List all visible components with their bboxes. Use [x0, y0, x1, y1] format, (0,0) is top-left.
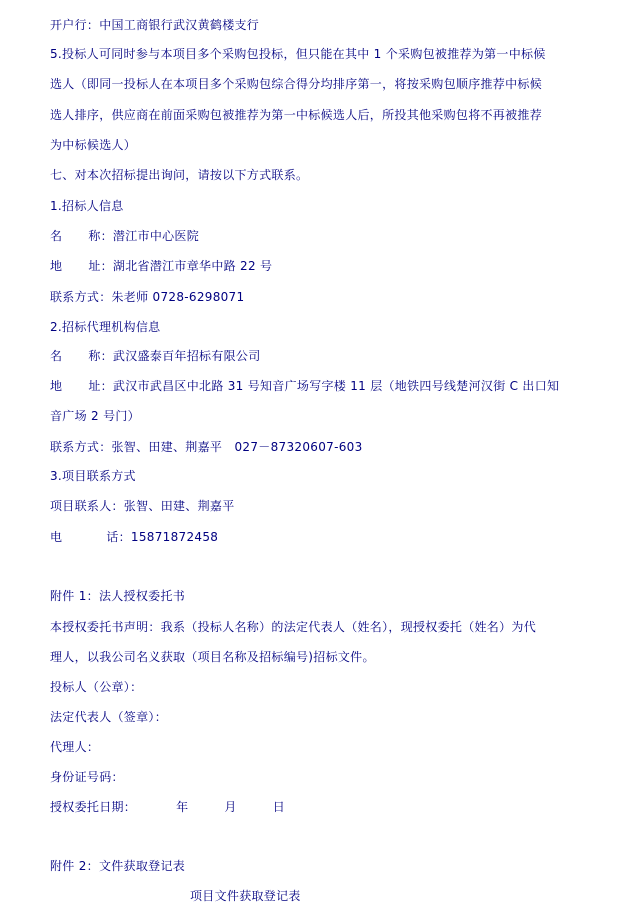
agency-address-line-2: 音广场 2 号门）	[50, 409, 140, 423]
id-number-line: 身份证号码：	[50, 770, 124, 784]
project-contact-heading: 3.项目联系方式	[50, 469, 136, 483]
tenderer-name-line	[50, 229, 199, 243]
agency-name-value: 称：武汉盛泰百年招标有限公司	[88, 349, 261, 363]
authorization-date-line	[50, 800, 285, 814]
agency-address-prefix: 地	[50, 379, 63, 393]
agency-name-prefix: 名	[50, 349, 63, 363]
tenderer-name-value: 称：潜江市中心医院	[88, 229, 200, 243]
clause-5-line-3: 选人排序，供应商在前面采购包被推荐为第一中标候选人后，所投其他采购包将不再被推荐	[50, 108, 543, 122]
tenderer-address-prefix: 地	[50, 259, 63, 273]
bidder-seal-line: 投标人（公章）：	[50, 680, 143, 694]
agency-address-value: 址：武汉市武昌区中北路 31 号知音广场写字楼 11 层（地铁四号线楚河汉街 C 出口知	[88, 379, 560, 393]
authorization-text-line-2: 理人，以我公司名义获取（项目名称及招标编号)招标文件。	[50, 650, 375, 664]
clause-5-line-2: 选人（即同一投标人在本项目多个采购包综合得分均排序第一，将按采购包顺序推荐中标候	[50, 77, 543, 91]
clause-5-line-4: 为中标候选人）	[50, 138, 137, 152]
project-phone-prefix: 电	[50, 530, 63, 544]
agency-contact-line: 联系方式：张智、田建、荆嘉平 027－87320607-603	[50, 440, 363, 454]
authorization-date-label: 授权委托日期：	[50, 800, 137, 814]
date-year-label: 年	[176, 800, 189, 814]
legal-rep-sign-line: 法定代表人（签章）：	[50, 710, 168, 724]
tenderer-address-line	[50, 259, 272, 273]
attachment-2-heading: 附件 2：文件获取登记表	[50, 859, 186, 873]
tenderer-info-heading: 1.招标人信息	[50, 199, 124, 213]
tenderer-contact-line: 联系方式：朱老师 0728-6298071	[50, 290, 245, 304]
date-day-label: 日	[272, 800, 286, 814]
tenderer-address-value: 址：湖北省潜江市章华中路 22 号	[88, 259, 273, 273]
date-month-label: 月	[224, 800, 237, 814]
clause-5-line-1: 5.投标人可同时参与本项目多个采购包投标，但只能在其中 1 个采购包被推荐为第一中标候	[50, 47, 546, 61]
agency-info-heading: 2.招标代理机构信息	[50, 320, 161, 334]
agent-line: 代理人：	[50, 740, 100, 754]
agency-name-line	[50, 349, 261, 363]
attachment-1-heading: 附件 1：法人授权委托书	[50, 589, 186, 603]
authorization-text-line-1: 本授权委托书声明：我系（投标人名称）的法定代表人（姓名），现授权委托（姓名）为代	[50, 620, 537, 634]
bank-line: 开户行：中国工商银行武汉黄鹤楼支行	[50, 18, 260, 32]
registration-table-title: 项目文件获取登记表	[190, 889, 301, 903]
project-phone-value: 话：15871872458	[106, 530, 219, 544]
section-7-heading: 七、对本次招标提出询问，请按以下方式联系。	[50, 168, 309, 182]
agency-address-line	[50, 379, 559, 393]
project-contact-person-line: 项目联系人：张智、田建、荆嘉平	[50, 499, 235, 513]
project-phone-line	[50, 530, 218, 544]
tenderer-name-prefix: 名	[50, 229, 63, 243]
